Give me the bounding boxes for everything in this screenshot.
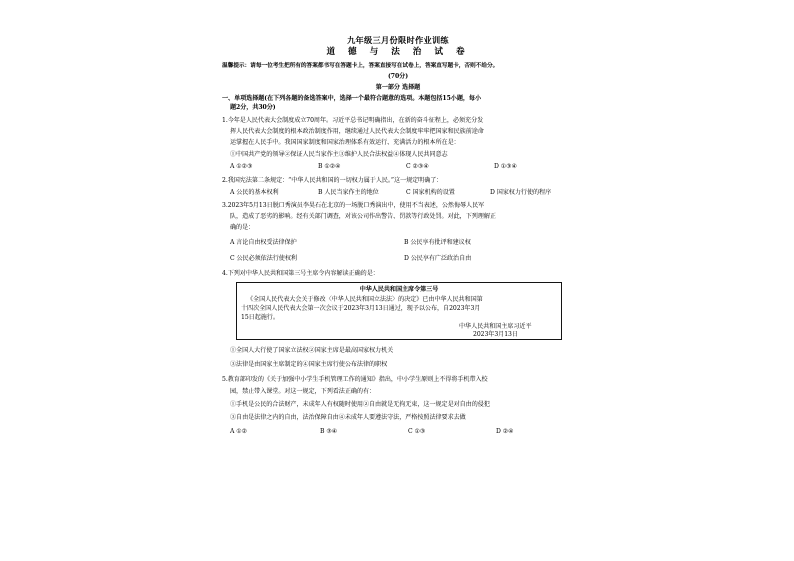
q5-option-b: B ③④	[320, 428, 338, 435]
q1-option-a: A ①②③	[230, 163, 253, 170]
q1-stem-line3: 运掌握在人民手中。我国国家制度和国家治理体系有效运行、充满活力的根本所在是：	[230, 139, 460, 146]
q5-option-c: C ①③	[408, 428, 426, 435]
part-title: 第一部分 选择题	[375, 84, 421, 91]
exam-paper	[222, 36, 574, 525]
decree-title: 中华人民共和国主席令第三号	[359, 286, 439, 293]
q5-stem-line2: 园，禁止带入课堂。对这一规定，下列看法正确的有：	[230, 388, 376, 395]
q1-option-d: D ①③④	[494, 163, 517, 170]
q3-stem-line1: 3.2023年5月13日脱口秀演员李昊石在北京的一场脱口秀演出中，使用不当表述，公然侮辱人民军	[222, 202, 485, 209]
subject-title: 道 德 与 法 治 试 卷	[326, 47, 470, 57]
q4-stem: 4.下列对中华人民共和国第三号主席令内容解读正确的是：	[222, 270, 379, 277]
q5-items-line2: ③自由是法律之内的自由，法治保障自由④未成年人要遵法守法，严格按照法律要求去做	[230, 414, 466, 421]
decree-signature: 中华人民共和国主席习近平	[459, 323, 532, 330]
q3-stem-line3: 确的是：	[230, 224, 255, 231]
section-heading-cont: 题2分，共30分)	[230, 104, 276, 111]
q5-items-line1: ①手机是公民的合法财产，未成年人有权随时使用②自由就是无拘无束，这一规定是对自由的侵犯	[230, 401, 490, 408]
q4-items-line1: ①全国人大行使了国家立法权②国家主席是最高国家权力机关	[230, 347, 394, 354]
decree-date: 2023年3月13日	[473, 331, 518, 338]
total-score: (70分)	[387, 73, 409, 80]
q2-option-b: B 人民当家作主的地位	[318, 189, 379, 196]
q5-option-d: D ②④	[496, 428, 514, 435]
decree-line2: 十四次全国人民代表大会第一次会议于2023年3月13日通过，现予以公布，自2023年3月	[241, 305, 481, 312]
q3-option-b: B 公民享有批评和建议权	[404, 239, 471, 246]
decree-line3: 15日起施行。	[241, 314, 279, 321]
q1-items: ①中国共产党的领导②保证人民当家作主③维护人民合法权益④体现人民共同意志	[230, 151, 448, 158]
q4-items-line2: ③法律是由国家主席制定的④国家主席行使公布法律的职权	[230, 361, 388, 368]
q3-option-c: C 公民必须依法行使权利	[230, 255, 297, 262]
q2-option-d: D 国家权力行使的程序	[490, 189, 552, 196]
notice-text: 温馨提示：请每一位考生把所有的答案都书写在答题卡上，答案直接写在试卷上，答案直写题卡，否则不给分。	[222, 63, 499, 69]
q2-stem: 2.我国宪法第二条规定：“中华人民共和国的一切权力属于人民。”这一规定明确了：	[222, 177, 443, 184]
q3-option-d: D 公民享有广泛政治自由	[404, 255, 472, 262]
q1-option-b: B ①②④	[318, 163, 341, 170]
decree-box	[236, 282, 562, 340]
q1-stem-line1: 1.今年是人民代表大会制度成立70周年。习近平总书记明确指出，在新的奋斗征程上，必须充分发	[222, 117, 484, 124]
q1-option-c: C ②③④	[406, 163, 429, 170]
section-heading: 一、单项选择题(在下列各题的备选答案中，选择一个最符合题意的选项。本题包括15小题，每小	[222, 95, 482, 102]
q2-option-c: C 国家机构的设置	[406, 189, 455, 196]
q2-option-a: A 公民的基本权利	[230, 189, 279, 196]
q3-option-a: A 言论自由权受法律保护	[230, 239, 297, 246]
exam-title: 九年级三月份限时作业训练	[347, 35, 449, 45]
q5-option-a: A ①②	[230, 428, 248, 435]
q3-stem-line2: 队，造成了恶劣的影响。经有关部门调查，对该公司作出警告、罚款等行政处罚。对此，下列理解正	[230, 213, 496, 220]
q5-stem-line1: 5.教育部印发的《关于加强中小学生手机管理工作的通知》指出，中小学生原则上不得将手机带入校	[222, 376, 488, 383]
q1-stem-line2: 挥人民代表大会制度的根本政治制度作用，继续通过人民代表大会制度牢牢把国家和民族前途命	[230, 128, 484, 135]
decree-line1: 《全国人民代表大会关于修改〈中华人民共和国立法法〉的决定》已由中华人民共和国第	[247, 296, 483, 303]
